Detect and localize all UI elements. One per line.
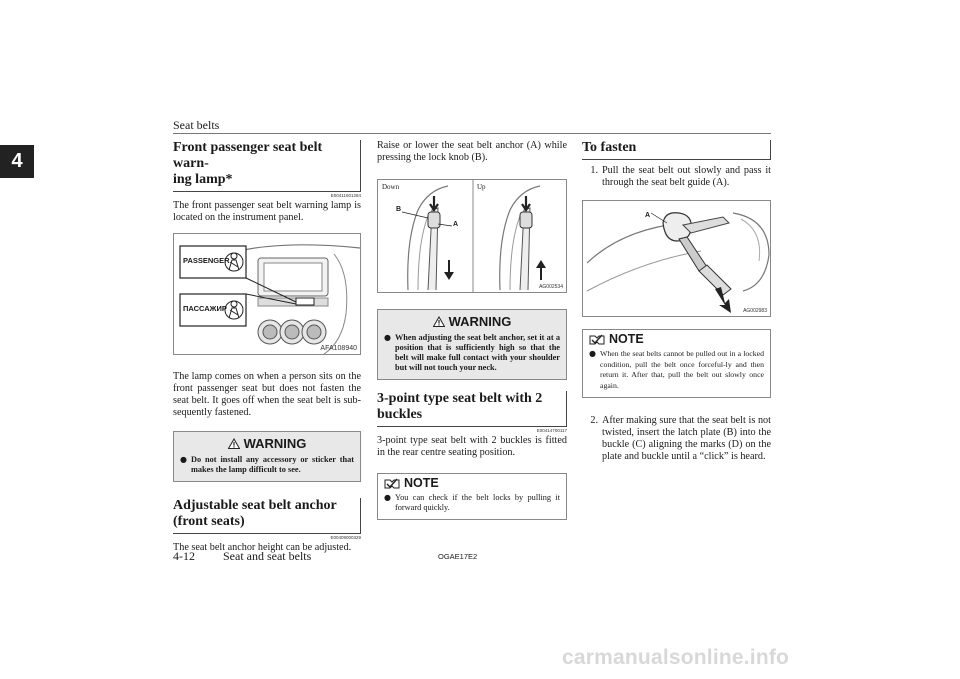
section-heading-adjustable-anchor: Adjustable seat belt anchor (front seats) bbox=[173, 498, 361, 534]
footer-page-number: 4-12 bbox=[173, 549, 195, 563]
paragraph: 3-point type seat belt with 2 buckles is fitted in the rear centre seating position. bbox=[377, 435, 567, 458]
section-heading-3-point-belt: 3-point type seat belt with 2 buckles bbox=[377, 391, 567, 427]
bullet-icon: ● bbox=[384, 493, 391, 502]
section-heading-warning-lamp: Front passenger seat belt warn- ing lamp* bbox=[173, 140, 361, 192]
warning-triangle-icon bbox=[433, 316, 445, 327]
passenger-label: PASSENGER bbox=[183, 256, 230, 265]
figure-id: AG002534 bbox=[539, 284, 563, 290]
figure-id: AFA108940 bbox=[320, 345, 357, 352]
figure-label-up: Up bbox=[477, 183, 486, 191]
note-item: ● You can check if the belt locks by pulling it forward quickly. bbox=[384, 493, 560, 512]
warning-triangle-icon bbox=[228, 438, 240, 449]
footer-chapter-title: Seat and seat belts bbox=[223, 549, 312, 563]
warning-item: ● When adjusting the seat belt anchor, set it at a position that is sufficiently high so that the belt will make full contact with your shoulder but will not touch your neck. bbox=[384, 333, 560, 372]
passenger-label-cyrillic: ПАССАЖИР bbox=[183, 304, 227, 313]
figure-label-a: A bbox=[453, 221, 459, 228]
note-item: ● When the seat belts cannot be pulled out in a locked condition, pull the belt once forceful-ly and then return it. After that, pull the belt out slowly once again. bbox=[589, 349, 764, 390]
section-heading-to-fasten: To fasten bbox=[582, 140, 771, 160]
figure-id: AG002983 bbox=[743, 308, 767, 314]
reference-code: E00414700117 bbox=[536, 428, 567, 433]
figure-label-b: B bbox=[396, 206, 402, 213]
warning-box bbox=[377, 309, 567, 380]
bullet-icon: ● bbox=[180, 455, 187, 464]
figure-instrument-panel bbox=[173, 233, 361, 355]
paragraph: The seat belt anchor height can be adjusted. bbox=[173, 542, 352, 553]
figure-seat-belt-guide bbox=[582, 200, 771, 317]
warning-box bbox=[173, 431, 361, 482]
figure-label-down: Down bbox=[382, 183, 400, 191]
paragraph: Raise or lower the seat belt anchor (A) while pressing the lock knob (B). bbox=[377, 140, 567, 163]
step-2: 2. After making sure that the seat belt is not twisted, insert the latch plate (B) into the buckle (C) aligning the marks (D) on the plate and buckle until a “click” is heard. bbox=[590, 415, 771, 462]
warning-title: WARNING bbox=[180, 436, 354, 451]
figure-label-a: A bbox=[645, 212, 651, 219]
note-box bbox=[377, 473, 567, 520]
note-title: NOTE bbox=[384, 476, 560, 490]
note-icon bbox=[589, 334, 605, 345]
warning-item: ● Do not install any accessory or sticker that makes the lamp difficult to see. bbox=[180, 455, 354, 474]
bullet-icon: ● bbox=[589, 349, 596, 358]
anchor-adjust-illustration bbox=[378, 180, 567, 293]
note-title: NOTE bbox=[589, 332, 764, 346]
paragraph: The lamp comes on when a person sits on the front passenger seat but does not fasten the seat belt. It goes off when the seat belt is sub-sequently fastened. bbox=[173, 371, 361, 418]
note-icon bbox=[384, 478, 400, 489]
column-left bbox=[173, 140, 361, 554]
watermark: carmanualsonline.info bbox=[562, 646, 790, 669]
column-right bbox=[582, 140, 771, 463]
note-box bbox=[582, 329, 771, 398]
column-middle bbox=[377, 140, 567, 520]
reference-code: E00409000329 bbox=[330, 535, 361, 540]
reference-code: E00411601284 bbox=[330, 193, 361, 198]
paragraph: The front passenger seat belt warning lamp is located on the instrument panel. bbox=[173, 200, 361, 223]
chapter-tab: 4 bbox=[0, 145, 34, 178]
step-1: 1. Pull the seat belt out slowly and pass it through the seat belt guide (A). bbox=[590, 165, 771, 188]
warning-title: WARNING bbox=[384, 314, 560, 329]
bullet-icon: ● bbox=[384, 333, 391, 342]
footer-doc-code: OGAE17E2 bbox=[438, 552, 478, 561]
seat-belt-guide-illustration bbox=[583, 201, 771, 317]
header-rule bbox=[173, 133, 771, 134]
instrument-panel-illustration bbox=[174, 234, 361, 355]
page-header-title: Seat belts bbox=[173, 118, 220, 132]
figure-anchor-adjust bbox=[377, 179, 567, 293]
